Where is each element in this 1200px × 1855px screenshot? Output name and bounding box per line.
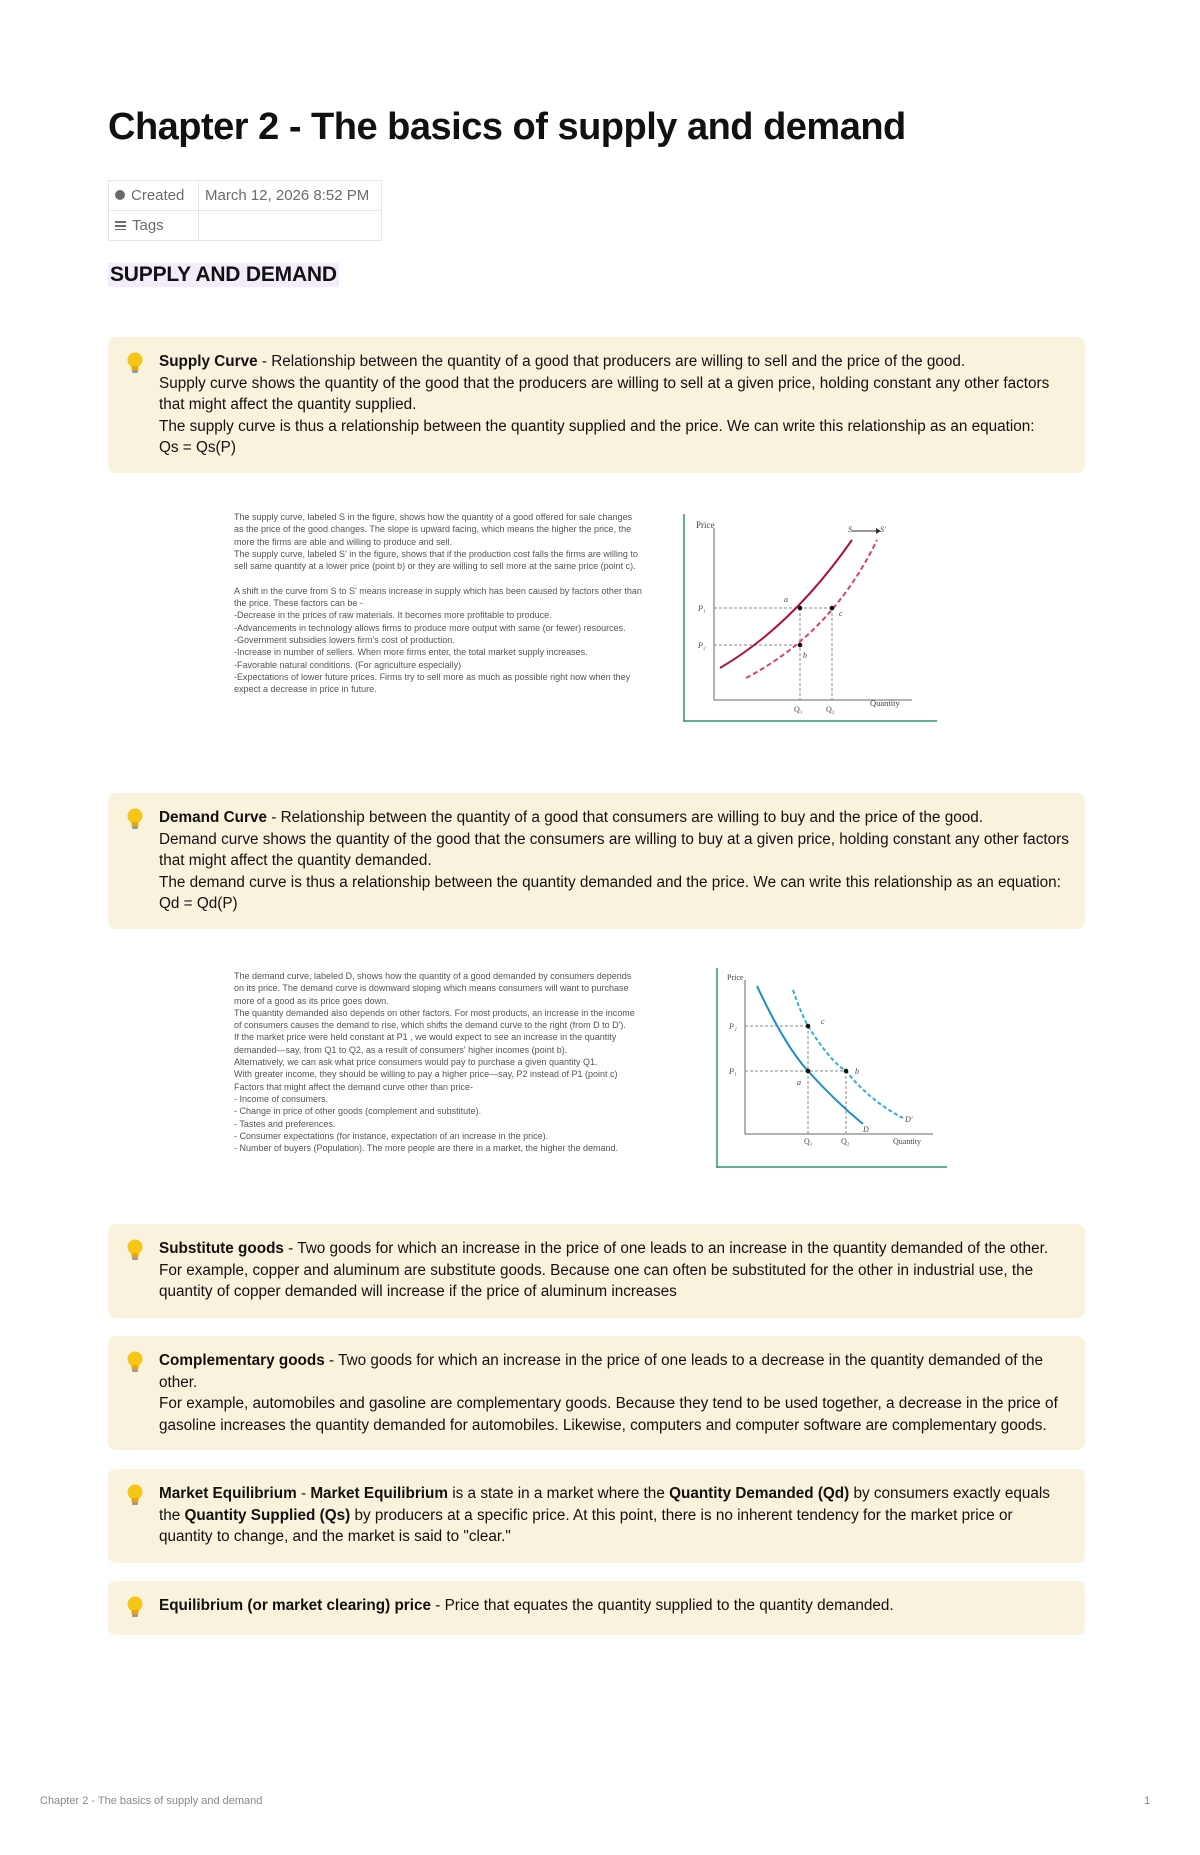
figure-text-line: sell same quantity at a lower price (point b) or they are willing to sell more at the same price (point c).	[234, 561, 636, 572]
label-d: D	[863, 1125, 869, 1134]
figure-text-line: -Increase in number of sellers. When more firms enter, the total market supply increases.	[234, 647, 588, 658]
axis-label-quantity: Quantity	[893, 1137, 921, 1146]
figure-text-line: Alternatively, we can ask what price consumers would pay to purchase a given quantity Q1.	[234, 1057, 598, 1068]
figure-text-line: -Decrease in the prices of raw materials. It becomes more profitable to produce.	[234, 610, 552, 621]
term: Complementary goods	[159, 1352, 325, 1369]
figure-text-line: the price. These factors can be -	[234, 598, 363, 609]
callout-text: For example, automobiles and gasoline are complementary goods. Because they tend to be used together, a decrease in the price of gasoline increases the quantity demanded for automobiles. Likewise, computers and computer software are complementary goods.	[159, 1395, 1058, 1434]
figure-text-line: The supply curve, labeled S' in the figure, shows that if the production cost falls the firms are willing to	[234, 548, 638, 559]
callout-complementary-goods	[108, 1336, 1085, 1450]
callout-text: For example, copper and aluminum are substitute goods. Because one can often be substituted for the other in industrial use, the quantity of copper demanded will increase if the price of aluminum increases	[159, 1261, 1034, 1301]
label-q2: Q₂	[826, 705, 835, 714]
figure-text-line: more the firms are able and willing to produce and sell.	[234, 536, 453, 547]
lightbulb-icon	[124, 1595, 146, 1619]
term: Equilibrium (or market clearing) price	[159, 1597, 432, 1614]
figure-text-line: of consumers causes the demand to rise, which shifts the demand curve to the right (from D to D').	[234, 1020, 626, 1031]
figure-text-line: - Number of buyers (Population). The more people are there in a market, the higher the demand.	[234, 1143, 619, 1154]
term: Demand Curve	[159, 809, 267, 826]
callout-substitute-goods	[108, 1224, 1085, 1318]
callout-market-equilibrium	[108, 1469, 1085, 1563]
page-number: 1	[1144, 1795, 1151, 1807]
properties-table	[108, 180, 382, 241]
label-b: b	[803, 651, 807, 660]
figure-text-line: With greater income, they should be willing to pay a higher price—say, P2 instead of P1 (point c)	[234, 1069, 618, 1080]
callout-supply-curve	[108, 337, 1085, 473]
figure-text-line: - Income of consumers.	[234, 1093, 329, 1104]
label-q1: Q₁	[804, 1137, 813, 1146]
label-c: c	[821, 1017, 825, 1026]
tags-label: Tags	[132, 217, 164, 234]
footer-title: Chapter 2 - The basics of supply and demand	[40, 1795, 263, 1807]
callout-text: Supply curve shows the quantity of the good that the producers are willing to sell at a given price, holding constant any other factors that might affect the quantity supplied.	[159, 374, 1050, 414]
demand-curve-d-prime	[793, 990, 903, 1118]
figure-text-line: as the price of the good changes. The slope is upward facing, which means the higher the price, the	[234, 524, 632, 535]
label-b: b	[855, 1067, 859, 1076]
figure-text-line: The demand curve, labeled D, shows how the quantity of a good demanded by consumers depends	[234, 971, 632, 981]
callout-text: The supply curve is thus a relationship between the quantity supplied and the price. We can write this relationship as an equation:	[159, 417, 1035, 435]
label-p1: P₁	[698, 604, 706, 613]
label-q2: Q₂	[841, 1137, 850, 1146]
lightbulb-icon	[124, 1350, 146, 1374]
label-d-prime: D'	[905, 1115, 913, 1124]
callout-text: - Two goods for which an increase in the price of one leads to an increase in the quantity demanded of the other.	[283, 1240, 1049, 1257]
label-p1: P₁	[729, 1067, 737, 1076]
tags-value[interactable]	[199, 211, 382, 241]
callout-text: - Two goods for which an increase in the price of one leads to a decrease in the quantity demanded of the other.	[159, 1352, 1044, 1391]
term: Substitute goods	[159, 1240, 284, 1257]
supply-figure-text	[234, 511, 642, 695]
property-tags	[109, 211, 382, 241]
figure-text-line: -Government subsidies lowers firm's cost of production.	[234, 634, 455, 645]
created-value: March 12, 2026 8:52 PM	[199, 181, 382, 211]
lightbulb-icon	[124, 351, 146, 375]
supply-curve-s-prime	[746, 540, 877, 678]
figure-text-line: -Expectations of lower future prices. Firms try to sell more as much as possible right now when they	[234, 671, 631, 682]
axis-label-quantity: Quantity	[870, 698, 900, 708]
supply-curve-chart	[672, 508, 937, 722]
page-title: Chapter 2 - The basics of supply and demand	[108, 106, 906, 148]
figure-text-line	[234, 572, 642, 584]
figure-text-line: The supply curve, labeled S in the figure, shows how the quantity of a good offered for sale changes	[234, 512, 633, 522]
callout-equilibrium-price	[108, 1581, 1085, 1635]
label-q1: Q₁	[794, 705, 803, 714]
term: Market Equilibrium	[310, 1485, 449, 1502]
callout-text: The demand curve is thus a relationship between the quantity demanded and the price. We can write this relationship as an equation:	[159, 873, 1061, 891]
callout-demand-curve	[108, 793, 1085, 929]
figure-text-line: Factors that might affect the demand curve other than price-	[234, 1081, 473, 1092]
figure-text-line: expect a decrease in price in future.	[234, 684, 377, 695]
demand-curve-chart	[705, 966, 952, 1171]
lightbulb-icon	[124, 1238, 146, 1262]
label-s-prime: S'	[880, 525, 886, 534]
term: Market Equilibrium	[159, 1485, 297, 1502]
created-label: Created	[131, 187, 185, 204]
label-s: S	[848, 525, 852, 534]
label-a: a	[797, 1078, 801, 1087]
figure-text-line: If the market price were held constant at P1 , we would expect to see an increase in the quantity	[234, 1032, 617, 1043]
callout-text: - Price that equates the quantity supplied to the quantity demanded.	[431, 1597, 894, 1614]
section-heading: SUPPLY AND DEMAND	[110, 263, 337, 286]
figure-text-line: A shift in the curve from S to S' means increase in supply which has been caused by factors other than	[234, 585, 642, 596]
demand-figure	[232, 966, 952, 1176]
figure-text-line: more of a good as its price goes down.	[234, 995, 389, 1006]
axis-label-price: Price	[696, 520, 715, 530]
demand-figure-text	[234, 970, 635, 1154]
callout-text: by producers at a specific price. At this point, there is no inherent tendency for the market price or quantity to change, and the market is said to "clear."	[159, 1506, 1013, 1546]
term-qs: Quantity Supplied (Qs)	[184, 1506, 351, 1524]
term: Supply Curve	[159, 353, 258, 370]
property-created	[109, 181, 382, 211]
label-a: a	[784, 595, 788, 604]
lightbulb-icon	[124, 1483, 146, 1507]
list-icon	[115, 221, 126, 230]
axis-label-price: Price	[727, 973, 744, 982]
callout-text: is a state in a market where the	[448, 1485, 670, 1502]
figure-text-line: on its price. The demand curve is downward sloping which means consumers will want to purchase	[234, 983, 629, 994]
label-p2: P₂	[729, 1022, 737, 1031]
figure-text-line: -Favorable natural conditions. (For agriculture especially)	[234, 659, 462, 670]
dash: -	[296, 1485, 311, 1502]
figure-text-line: The quantity demanded also depends on other factors. For most products, an increase in the income	[234, 1007, 635, 1018]
term-qd: Quantity Demanded (Qd)	[669, 1485, 850, 1502]
equation: Qs = Qs(P)	[159, 439, 236, 457]
equation: Qd = Qd(P)	[159, 895, 238, 913]
figure-text-line: -Advancements in technology allows firms to produce more output with same (or fewer) resources.	[234, 622, 626, 633]
callout-text: - Relationship between the quantity of a good that producers are willing to sell and the price of the good.	[257, 353, 966, 370]
figure-text-line: - Consumer expectations (for instance, expectation of an increase in the price).	[234, 1130, 549, 1141]
figure-text-line: demanded—say, from Q1 to Q2, as a result of consumers' higher incomes (point b).	[234, 1044, 568, 1055]
callout-text: by consumers exactly equals the	[159, 1485, 1050, 1524]
supply-figure	[232, 508, 937, 722]
figure-text-line: - Change in price of other goods (complement and substitute).	[234, 1106, 482, 1117]
clock-icon	[115, 190, 125, 200]
callout-text: - Relationship between the quantity of a good that consumers are willing to buy and the price of the good.	[266, 809, 983, 826]
figure-text-line: - Tastes and preferences.	[234, 1118, 336, 1129]
callout-text: Demand curve shows the quantity of the good that the consumers are willing to buy at a given price, holding constant any other factors that might affect the quantity demanded.	[159, 830, 1069, 870]
demand-curve-d	[757, 986, 863, 1124]
label-c: c	[839, 609, 843, 618]
lightbulb-icon	[124, 807, 146, 831]
label-p2: P₂	[698, 641, 706, 650]
